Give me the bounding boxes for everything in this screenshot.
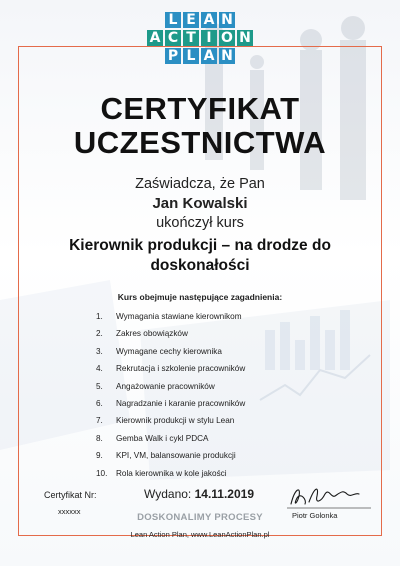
topic-item	[96, 378, 346, 395]
topic-item	[96, 360, 346, 377]
topic-number: 4.	[96, 364, 103, 374]
logo-tile: L	[165, 12, 181, 28]
logo-row-2	[147, 30, 253, 46]
topic-item	[96, 447, 346, 464]
topic-number: 10.	[96, 468, 108, 478]
logo-tile: A	[147, 30, 163, 46]
topic-item	[96, 343, 346, 360]
topic-text: Wymagania stawiane kierownikom	[116, 312, 242, 321]
handwritten-signature	[285, 482, 375, 512]
topic-number: 5.	[96, 381, 103, 391]
completed-text: ukończył kurs	[156, 215, 244, 231]
topic-text: Angażowanie pracowników	[116, 381, 215, 391]
logo-tile: N	[219, 12, 235, 28]
logo-tile: O	[219, 30, 235, 46]
issue-date	[144, 487, 254, 501]
topic-text: KPI, VM, balansowanie produkcji	[116, 451, 236, 461]
topic-number: 8.	[96, 433, 103, 443]
course-name-line-1: Kierownik produkcji – na drodze do	[69, 237, 331, 254]
topic-text: Wymagane cechy kierownika	[116, 346, 222, 356]
topic-item	[96, 308, 346, 325]
signer-name: Piotr Golonka	[292, 511, 338, 520]
recipient-name: Jan Kowalski	[152, 195, 248, 212]
topic-text: Nagradzanie i karanie pracowników	[116, 398, 246, 408]
topic-text: Rekrutacja i szkolenie pracowników	[116, 364, 246, 374]
topic-text: Rola kierownika w kole jakości	[116, 468, 227, 478]
lean-action-plan-logo	[138, 12, 262, 64]
topic-text: Gemba Walk i cykl PDCA	[116, 433, 209, 443]
course-name	[40, 236, 360, 276]
logo-row-3	[165, 48, 235, 64]
topics-list	[96, 308, 346, 482]
logo-tile: N	[237, 30, 253, 46]
topic-item	[96, 465, 346, 482]
issue-date-value: 14.11.2019	[194, 487, 254, 501]
certificate-number-label: Certyfikat Nr:	[44, 490, 97, 500]
logo-tile: E	[183, 12, 199, 28]
topic-number: 2.	[96, 329, 103, 339]
topic-number: 7.	[96, 416, 103, 426]
logo-tile: P	[165, 48, 181, 64]
topic-number: 1.	[96, 312, 103, 321]
topic-number: 6.	[96, 398, 103, 408]
topic-number: 3.	[96, 346, 103, 356]
certifies-text: Zaświadcza, że Pan	[135, 176, 265, 192]
logo-tile: A	[201, 48, 217, 64]
topics-heading: Kurs obejmuje następujące zagadnienia:	[117, 292, 283, 302]
logo-tile: T	[183, 30, 199, 46]
issue-date-label: Wydano:	[144, 487, 192, 501]
course-name-line-2: doskonałości	[150, 257, 250, 274]
topic-text: Zakres obowiązków	[116, 329, 188, 339]
logo-tile: L	[183, 48, 199, 64]
logo-tile: C	[165, 30, 181, 46]
logo-tile: I	[201, 30, 217, 46]
logo-tile: N	[219, 48, 235, 64]
certificate-number-value: xxxxxx	[58, 507, 81, 516]
certificate-title-line-2: UCZESTNICTWA	[73, 125, 327, 160]
topic-number: 9.	[96, 451, 103, 461]
footer-text: Lean Action Plan, www.LeanActionPlan.pl	[130, 530, 270, 539]
certificate-title-line-1: CERTYFIKAT	[100, 91, 300, 126]
company-motto: DOSKONALIMY PROCESY	[137, 512, 263, 523]
logo-tile: A	[201, 12, 217, 28]
topic-text: Kierownik produkcji w stylu Lean	[116, 416, 235, 426]
topic-item	[96, 325, 346, 342]
topic-item	[96, 430, 346, 447]
logo-row-1	[165, 12, 235, 28]
topic-item	[96, 395, 346, 412]
topic-item	[96, 412, 346, 429]
